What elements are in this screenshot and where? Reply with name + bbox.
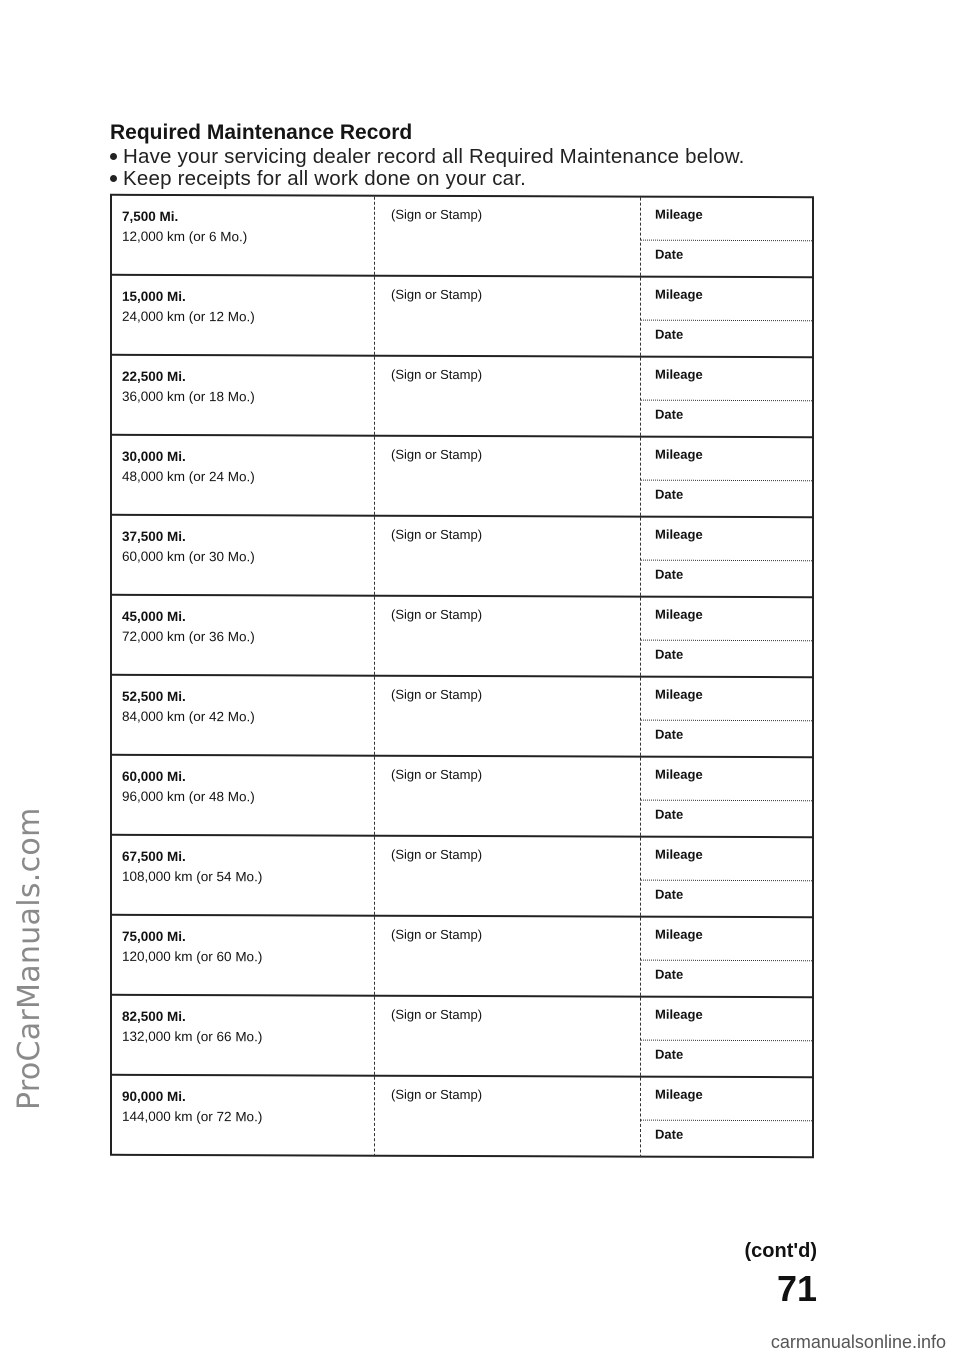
sign-or-stamp-label: (Sign or Stamp) — [391, 1006, 483, 1023]
sign-or-stamp-cell[interactable] — [374, 357, 483, 435]
interval-km: 96,000 km (or 48 Mo.) — [122, 788, 255, 805]
date-label: Date — [655, 646, 684, 662]
mileage-date-cell[interactable] — [640, 358, 812, 437]
date-divider — [641, 480, 812, 482]
record-row — [112, 356, 812, 438]
interval-km: 108,000 km (or 54 Mo.) — [122, 868, 263, 885]
interval-miles: 52,500 Mi. — [122, 688, 186, 705]
bottom-watermark: carmanualsonline.info — [770, 1332, 946, 1352]
sign-or-stamp-cell[interactable] — [374, 1077, 483, 1157]
sign-or-stamp-label: (Sign or Stamp) — [391, 926, 483, 943]
record-row — [112, 196, 812, 278]
interval-km: 120,000 km (or 60 Mo.) — [122, 948, 263, 965]
instruction-text: Have your servicing dealer record all Required Maintenance below. — [123, 145, 745, 168]
service-interval — [122, 927, 262, 967]
sign-or-stamp-cell[interactable] — [374, 277, 483, 355]
mileage-date-cell[interactable] — [640, 438, 812, 517]
maintenance-record-table — [110, 194, 814, 1158]
service-interval — [122, 767, 255, 807]
mileage-date-cell[interactable] — [640, 838, 812, 917]
interval-km: 84,000 km (or 42 Mo.) — [122, 708, 255, 725]
interval-miles: 22,500 Mi. — [122, 368, 186, 385]
interval-miles: 37,500 Mi. — [122, 528, 186, 545]
service-interval — [122, 607, 255, 647]
mileage-label: Mileage — [655, 766, 703, 782]
interval-miles: 82,500 Mi. — [122, 1008, 186, 1025]
instruction-text: Keep receipts for all work done on your car. — [123, 167, 527, 190]
sign-or-stamp-label: (Sign or Stamp) — [391, 366, 483, 383]
interval-miles: 67,500 Mi. — [122, 848, 186, 865]
side-watermark-text: ProCarManuals.com — [12, 807, 47, 1110]
date-label: Date — [655, 966, 684, 982]
sign-or-stamp-cell[interactable] — [374, 837, 483, 915]
date-label: Date — [655, 806, 684, 822]
sign-or-stamp-cell[interactable] — [374, 197, 483, 275]
mileage-date-cell[interactable] — [640, 918, 812, 997]
mileage-label: Mileage — [655, 1086, 703, 1102]
mileage-label: Mileage — [655, 206, 703, 222]
mileage-label: Mileage — [655, 366, 703, 382]
date-label: Date — [655, 886, 684, 902]
date-label: Date — [655, 726, 684, 742]
mileage-date-cell[interactable] — [640, 998, 812, 1077]
date-divider — [641, 640, 812, 642]
sign-or-stamp-label: (Sign or Stamp) — [391, 686, 483, 703]
sign-or-stamp-label: (Sign or Stamp) — [391, 606, 483, 623]
date-divider — [641, 720, 812, 722]
interval-km: 24,000 km (or 12 Mo.) — [122, 308, 255, 325]
mileage-label: Mileage — [655, 926, 703, 942]
date-label: Date — [655, 1126, 684, 1142]
interval-miles: 60,000 Mi. — [122, 768, 186, 785]
service-interval — [122, 527, 255, 567]
sign-or-stamp-label: (Sign or Stamp) — [391, 846, 483, 863]
interval-miles: 7,500 Mi. — [122, 208, 179, 225]
interval-miles: 15,000 Mi. — [122, 288, 186, 305]
record-row — [112, 836, 812, 918]
date-divider — [641, 800, 812, 802]
record-row — [112, 676, 812, 758]
mileage-date-cell[interactable] — [640, 598, 812, 677]
mileage-label: Mileage — [655, 846, 703, 862]
interval-miles: 30,000 Mi. — [122, 448, 186, 465]
mileage-label: Mileage — [655, 286, 703, 302]
record-row — [112, 916, 812, 998]
mileage-label: Mileage — [655, 446, 703, 462]
interval-miles: 90,000 Mi. — [122, 1088, 186, 1105]
instruction-list — [107, 146, 745, 190]
continued-label: (cont'd) — [744, 1240, 817, 1262]
sign-or-stamp-label: (Sign or Stamp) — [391, 446, 483, 463]
sign-or-stamp-label: (Sign or Stamp) — [391, 1086, 483, 1103]
mileage-date-cell[interactable] — [640, 678, 812, 757]
mileage-date-cell[interactable] — [640, 758, 812, 837]
sign-or-stamp-cell[interactable] — [374, 997, 483, 1075]
service-interval — [122, 1007, 262, 1047]
sign-or-stamp-cell[interactable] — [374, 517, 483, 595]
instruction-item — [107, 146, 745, 168]
date-label: Date — [655, 406, 684, 422]
interval-km: 36,000 km (or 18 Mo.) — [122, 388, 255, 405]
date-divider — [641, 320, 812, 322]
mileage-label: Mileage — [655, 1006, 703, 1022]
record-row — [112, 596, 812, 678]
instruction-item — [107, 168, 745, 190]
bullet-icon — [110, 153, 117, 160]
sign-or-stamp-cell[interactable] — [374, 677, 483, 755]
mileage-label: Mileage — [655, 606, 703, 622]
date-divider — [641, 560, 812, 562]
date-label: Date — [655, 486, 684, 502]
record-row — [112, 436, 812, 518]
service-interval — [122, 447, 255, 487]
sign-or-stamp-label: (Sign or Stamp) — [391, 206, 483, 223]
interval-km: 12,000 km (or 6 Mo.) — [122, 228, 248, 245]
interval-km: 48,000 km (or 24 Mo.) — [122, 468, 255, 485]
sign-or-stamp-label: (Sign or Stamp) — [391, 526, 483, 543]
interval-km: 60,000 km (or 30 Mo.) — [122, 548, 255, 565]
record-row — [112, 276, 812, 358]
interval-miles: 45,000 Mi. — [122, 608, 186, 625]
service-interval — [122, 687, 255, 727]
date-label: Date — [655, 246, 684, 262]
service-interval — [122, 367, 255, 407]
date-label: Date — [655, 566, 684, 582]
service-interval — [122, 1087, 262, 1127]
service-interval — [122, 207, 247, 247]
sign-or-stamp-cell[interactable] — [374, 597, 483, 675]
mileage-label: Mileage — [655, 526, 703, 542]
date-label: Date — [655, 1046, 684, 1062]
page-number: 71 — [776, 1268, 817, 1309]
sign-or-stamp-label: (Sign or Stamp) — [391, 766, 483, 783]
sign-or-stamp-cell[interactable] — [374, 757, 483, 835]
mileage-date-cell[interactable] — [640, 198, 812, 277]
record-row — [112, 996, 812, 1078]
date-divider — [641, 960, 812, 962]
sign-or-stamp-cell[interactable] — [374, 437, 483, 515]
service-interval — [122, 287, 255, 327]
mileage-date-cell[interactable] — [640, 1078, 812, 1159]
date-divider — [641, 1040, 812, 1042]
date-divider — [641, 400, 812, 402]
date-divider — [641, 240, 812, 242]
interval-miles: 75,000 Mi. — [122, 928, 186, 945]
service-interval — [122, 847, 262, 887]
interval-km: 144,000 km (or 72 Mo.) — [122, 1108, 263, 1125]
page-title: Required Maintenance Record — [110, 121, 413, 144]
date-label: Date — [655, 326, 684, 342]
interval-km: 72,000 km (or 36 Mo.) — [122, 628, 255, 645]
bullet-icon — [110, 175, 117, 182]
sign-or-stamp-cell[interactable] — [374, 917, 483, 995]
interval-km: 132,000 km (or 66 Mo.) — [122, 1028, 263, 1045]
date-divider — [641, 880, 812, 882]
sign-or-stamp-label: (Sign or Stamp) — [391, 286, 483, 303]
date-divider — [641, 1120, 812, 1122]
mileage-label: Mileage — [655, 686, 703, 702]
record-row — [112, 756, 812, 838]
record-row — [112, 1076, 812, 1158]
mileage-date-cell[interactable] — [640, 518, 812, 597]
record-row — [112, 516, 812, 598]
mileage-date-cell[interactable] — [640, 278, 812, 357]
